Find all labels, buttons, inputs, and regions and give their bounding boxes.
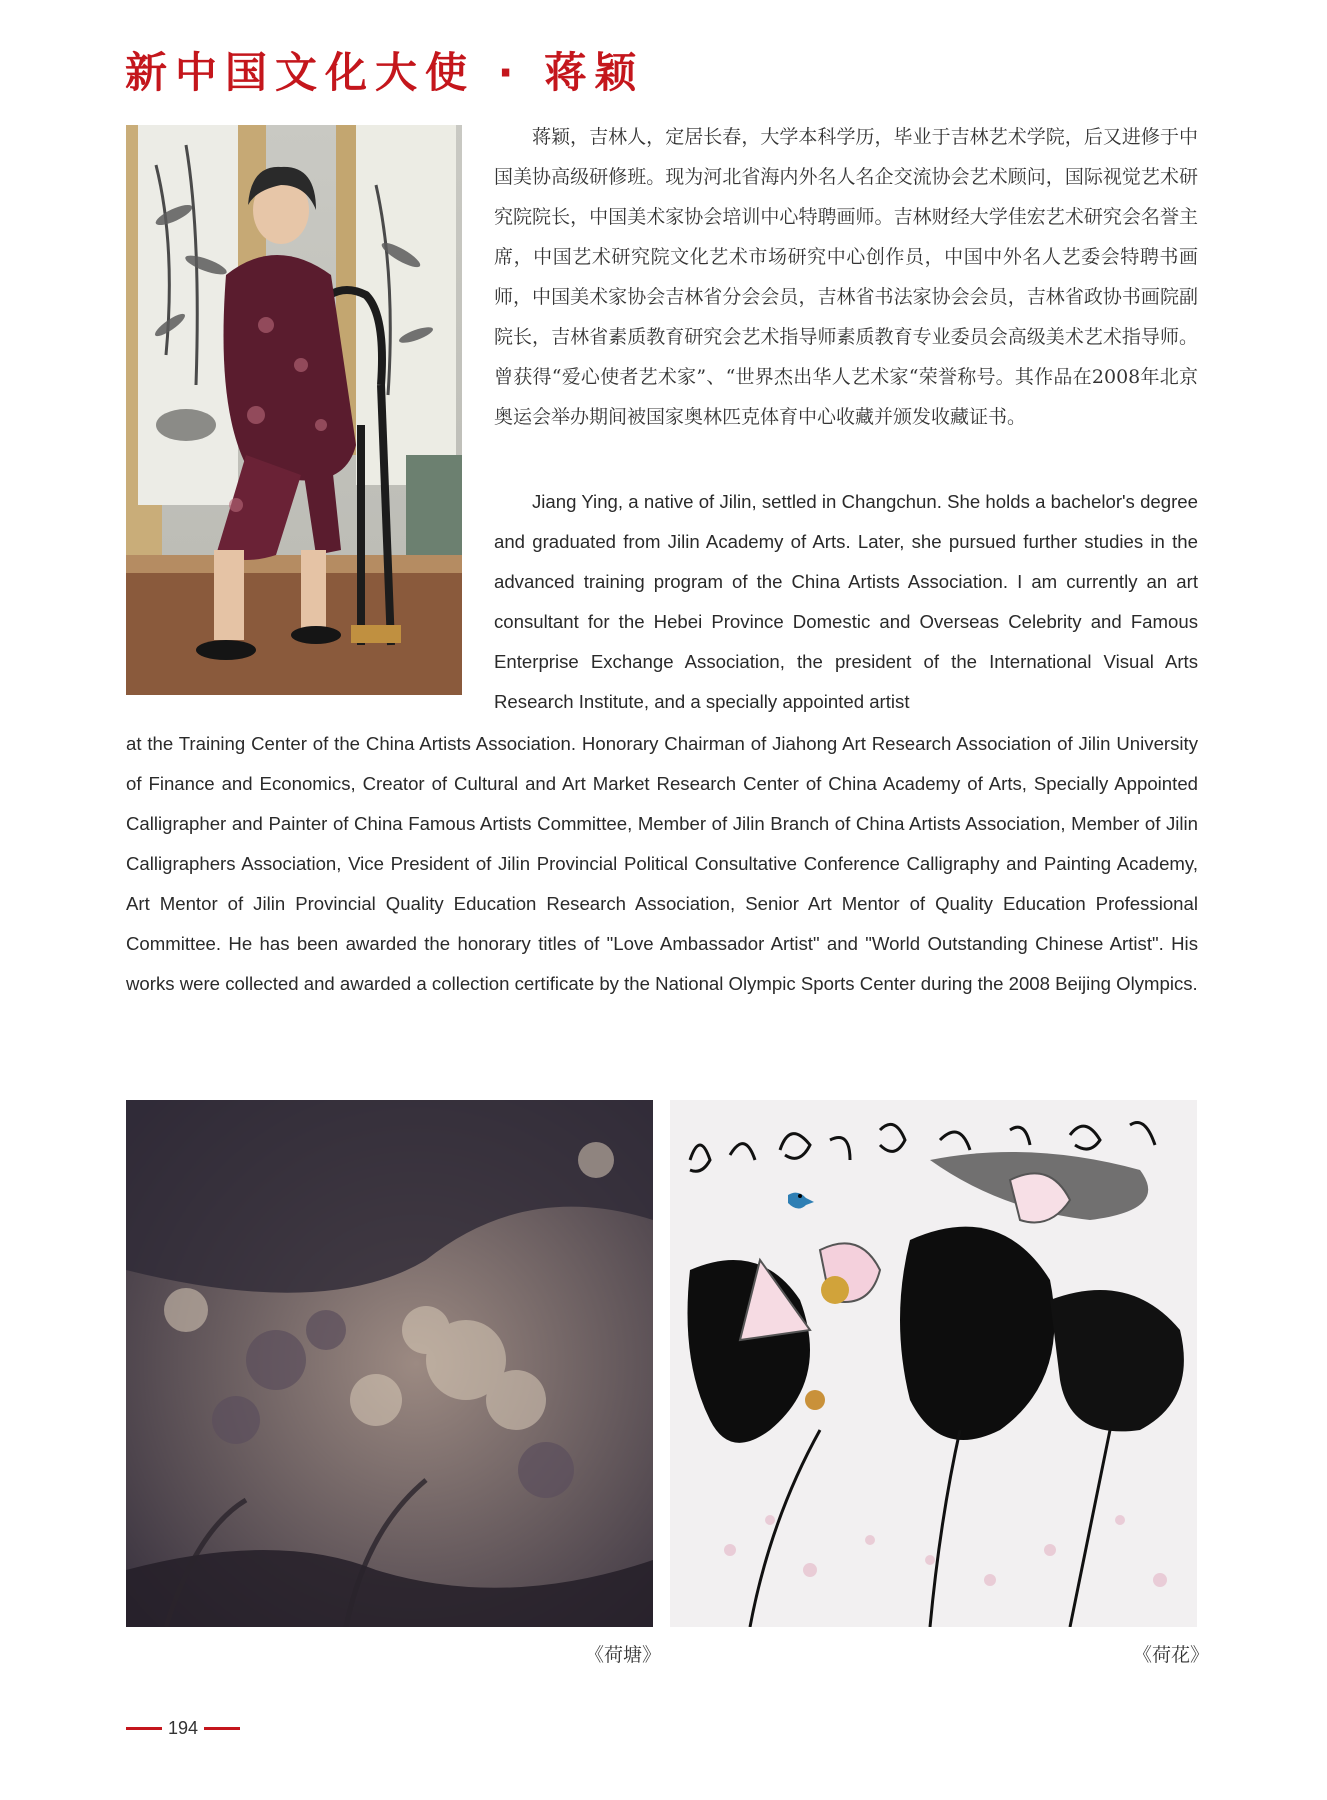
footer-rule-left	[126, 1727, 162, 1730]
caption-lotus-pond: 《荷塘》	[585, 1644, 662, 1666]
footer-rule-right	[204, 1727, 240, 1730]
page-footer	[126, 1718, 240, 1739]
bio-chinese: 蒋颖，吉林人，定居长春，大学本科学历，毕业于吉林艺术学院，后又进修于中国美协高级研修班。现为河北省海内外名人名企交流协会艺术顾问，国际视觉艺术研究院院长，中国美术家协会培训中心特聘画师。吉林财经大学佳宏艺术研究会名誉主席，中国艺术研究院文化艺术市场研究中心创作员，中国中外名人艺委会特聘书画师，中国美术家协会吉林省分会会员，吉林省书法家协会会员，吉林省政协书画院副院长，吉林省素质教育研究会艺术指导师素质教育专业委员会高级美术艺术指导师。曾获得“爱心使者艺术家”、“世界杰出华人艺术家“荣誉称号。其作品在2008年北京奥运会举办期间被国家奥林匹克体育中心收藏并颁发收藏证书。	[494, 126, 1198, 428]
caption-lotus-flower: 《荷花》	[1133, 1644, 1210, 1666]
page-number: 194	[168, 1718, 199, 1738]
artist-portrait	[126, 125, 462, 695]
bio-english-intro: Jiang Ying, a native of Jilin, settled in Changchun. She holds a bachelor's degree and graduated from Jilin Academy of Arts. Later, she pursued further studies in the advanced training program of the China Artists Association. I am currently an art consultant for the Hebei Province Domestic and Overseas Celebrity and Famous Enterprise Exchange Association, the president of the International Visual Arts Research Institute, and a specially appointed artist	[494, 491, 1198, 712]
painting-lotus-flower	[670, 1100, 1197, 1627]
page-title: 新中国文化大使 · 蒋颖	[125, 48, 645, 97]
bio-english-continued: at the Training Center of the China Artists Association. Honorary Chairman of Jiahong Art Research Association of Jilin University of Finance and Economics, Creator of Cultural and Art Market Research Center of China Academy of Arts, Specially Appointed Calligrapher and Painter of China Famous Artists Committee, Member of Jilin Branch of China Artists Association, Member of Jilin Calligraphers Association, Vice President of Jilin Provincial Political Consultative Conference Calligraphy and Painting Academy, Art Mentor of Jilin Provincial Quality Education Research Association, Senior Art Mentor of Quality Education Professional Committee. He has been awarded the honorary titles of "Love Ambassador Artist" and "World Outstanding Chinese Artist". His works were collected and awarded a collection certificate by the National Olympic Sports Center during the 2008 Beijing Olympics.	[126, 733, 1198, 994]
painting-lotus-pond	[126, 1100, 653, 1627]
